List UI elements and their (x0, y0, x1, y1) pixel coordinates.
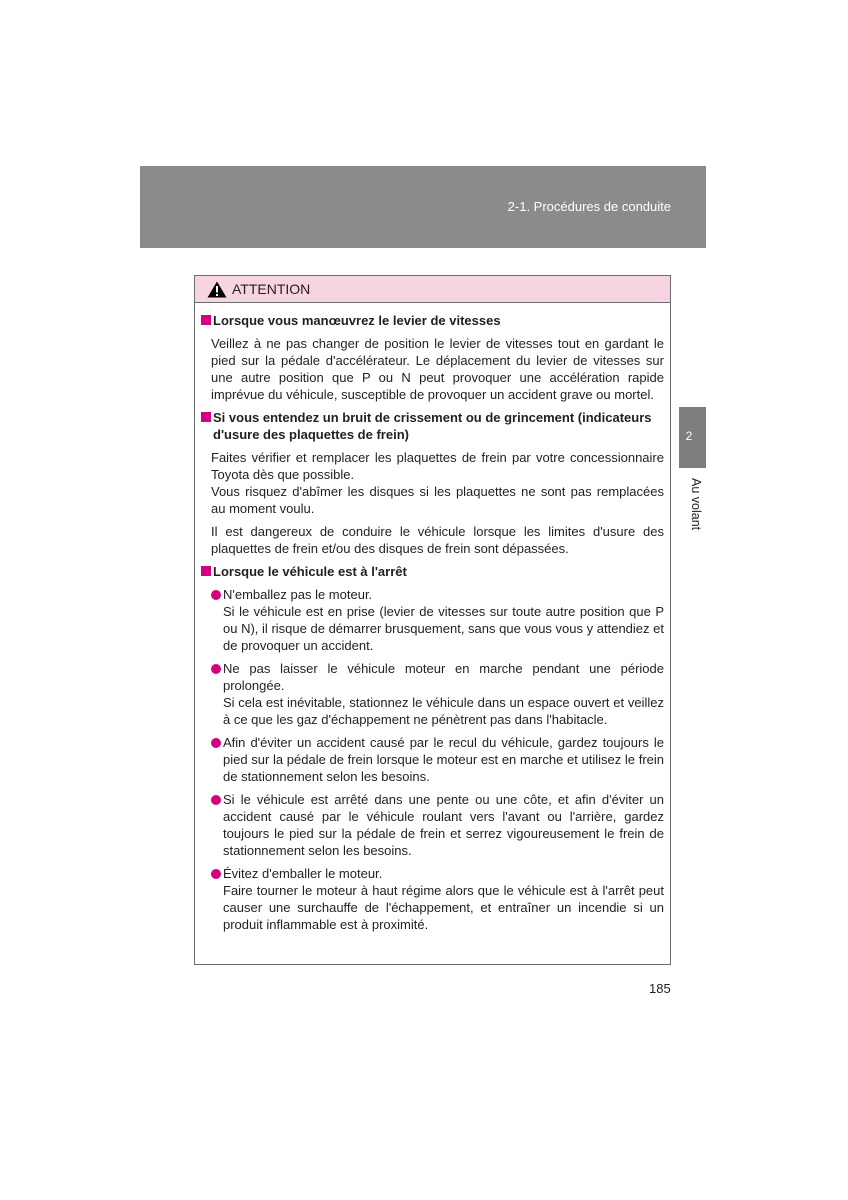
bullet-item (201, 791, 664, 859)
section-heading (201, 312, 664, 329)
dot-bullet-icon (211, 795, 221, 805)
bullet-text: Si cela est inévitable, stationnez le véhicule dans un espace ouvert et veillez à ce que les gaz d'échappement ne pénètrent pas dans l'habitacle. (223, 695, 664, 727)
chapter-tab (679, 407, 706, 468)
dot-bullet-icon (211, 869, 221, 879)
dot-bullet-icon (211, 590, 221, 600)
chapter-number: 2 (685, 429, 693, 443)
warning-header (195, 276, 670, 303)
bullet-lead: Ne pas laisser le véhicule moteur en marche pendant une période prolongée. (223, 661, 664, 693)
bullet-lead: N'emballez pas le moteur. (223, 587, 373, 602)
paragraph-line: Faites vérifier et remplacer les plaquettes de frein par votre concessionnaire Toyota dès que possible. (211, 450, 664, 482)
bullet-lead: Évitez d'emballer le moteur. (223, 866, 383, 881)
square-bullet-icon (201, 412, 211, 422)
chapter-label: Au volant (689, 478, 703, 531)
paragraph-line: Vous risquez d'abîmer les disques si les plaquettes ne sont pas remplacées au moment voulu. (211, 484, 664, 516)
bullet-item (201, 734, 664, 785)
section-title: 2-1. Procédures de conduite (507, 199, 671, 214)
bullet-text: Si le véhicule est en prise (levier de vitesses sur toute autre position que P ou N), il risque de démarrer brusquement, sans que vous vous y attendiez et de provoquer un accident. (223, 604, 664, 653)
bullet-text: Faire tourner le moteur à haut régime alors que le véhicule est à l'arrêt peut causer une surchauffe de l'échappement, et entraîner un incendie si un produit inflammable est à proximité. (223, 883, 664, 932)
dot-bullet-icon (211, 738, 221, 748)
warning-content (195, 303, 670, 933)
page-number: 185 (649, 981, 671, 996)
section-heading-text: Si vous entendez un bruit de crissement ou de grincement (indicateurs d'usure des plaquettes de frein) (213, 410, 652, 442)
warning-triangle-icon (207, 281, 227, 298)
section-heading-text: Lorsque vous manœuvrez le levier de vitesses (213, 313, 501, 328)
square-bullet-icon (201, 566, 211, 576)
section-heading (201, 563, 664, 580)
warning-box (194, 275, 671, 965)
paragraph: Il est dangereux de conduire le véhicule lorsque les limites d'usure des plaquettes de frein et/ou des disques de frein sont dépassées. (211, 524, 664, 556)
paragraph: Veillez à ne pas changer de position le levier de vitesses tout en gardant le pied sur la pédale d'accélérateur. Le déplacement du levier de vitesses sur une autre position que P ou N peut provoquer une accélération rapide imprévue du véhicule, susceptible de provoquer un accident grave ou mortel. (211, 336, 664, 402)
bullet-item (201, 586, 664, 654)
section-heading (201, 409, 664, 443)
warning-title: ATTENTION (232, 281, 311, 297)
bullet-item (201, 660, 664, 728)
bullet-item (201, 865, 664, 933)
bullet-lead: Si le véhicule est arrêté dans une pente ou une côte, et afin d'éviter un accident causé par le véhicule roulant vers l'avant ou l'arrière, gardez toujours le pied sur la pédale de frein et serrez vigoureusement le frein de stationnement selon les besoins. (223, 792, 664, 858)
paragraph (201, 449, 664, 517)
bullet-lead: Afin d'éviter un accident causé par le recul du véhicule, gardez toujours le pied sur la pédale de frein lorsque le moteur est en marche et utilisez le frein de stationnement selon les besoins. (223, 735, 664, 784)
dot-bullet-icon (211, 664, 221, 674)
section-header-band (140, 166, 706, 248)
section-heading-text: Lorsque le véhicule est à l'arrêt (213, 564, 407, 579)
square-bullet-icon (201, 315, 211, 325)
